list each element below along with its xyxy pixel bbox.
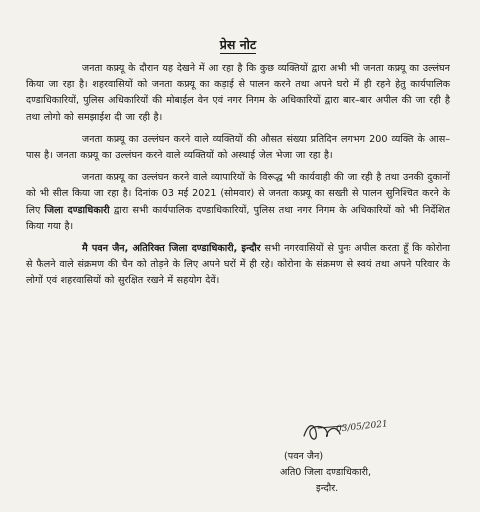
- paragraph-3-bold: जिला दण्डाधिकारी: [44, 204, 110, 216]
- paragraph-1: जनता कफ्र्यू के दौरान यह देखने में आ रहा है कि कुछ व्यक्तियों द्वारा अभी भी जनता कफ्र्यू का उल्लंघन किया जा रहा है। शहरवासियों को जनता कफ्र्यू का कड़ाई से पालन करने तथा अपने घरो में ही रहने हेतु कार्यपालिक दण्डाधिकारियों, पुलिस अधिकारियों की मोबाईल वेन एवं नगर निगम के अधिकारियों द्वारा बार–बार अपील की जा रही है तथा लोगो को समझाईश दी जा रही है।: [26, 63, 450, 123]
- paragraph-3: [26, 170, 450, 235]
- paragraph-2: जनता कफ्र्यू का उल्लंघन करने वाले व्यक्तियों की औसत संख्या प्रतिदिन लगभग 200 व्यक्ति के आस–पास है। जनता कफ्र्यू का उल्लंघन करने वाले व्यक्तियों को अस्थाई जेल भेजा जा रहा है।: [26, 133, 450, 162]
- paragraph-3-part-a: जनता कफ्र्यू का उल्लंघन करने वाले व्यापारियों के विरूद्ध भी कार्यवाही की जा रही है तथा उनकी दुकानों को भी सील किया जा रहा है। दिनांक 03 मई 2021 (सोमवार) से जनता कफ्र्यू का सख्ती से पालन सुनिश्चित करने के लिए: [26, 172, 450, 216]
- paragraph-4-text: सभी नगरवासियों से पुनः अपील करता हूँ कि कोरोना से फैलने वाले संक्रमण की चैन को तोड़ने के लिए अपने घरों में ही रहे। कोरोना के संक्रमण से स्वयं तथा अपने परिवार के लोगों एवं शहरवासियों को सुरक्षित रखने में सहयोग देवें।: [26, 243, 450, 287]
- document-title-text: प्रेस नोट: [219, 37, 257, 52]
- paragraph-3-part-b: द्वारा सभी कार्यपालिक दण्डाधिकारियों, पुलिस तथा नगर निगम के अधिकारियों को भी निर्देशित किया गया है।: [26, 204, 450, 232]
- signature-date: 03/05/2021: [335, 419, 389, 435]
- document-title: [26, 36, 450, 53]
- signature-block: [280, 418, 450, 508]
- paragraph-4: [26, 241, 450, 290]
- signatory-place: इन्दौर.: [316, 483, 339, 494]
- signatory-name: (पवन जैन): [284, 451, 324, 462]
- signatory-designation: अति0 जिला दण्डाधिकारी,: [280, 467, 372, 478]
- paragraph-4-bold: मै पवन जैन, अतिरिक्त जिला दण्डाधिकारी, इन्दौर: [82, 243, 261, 255]
